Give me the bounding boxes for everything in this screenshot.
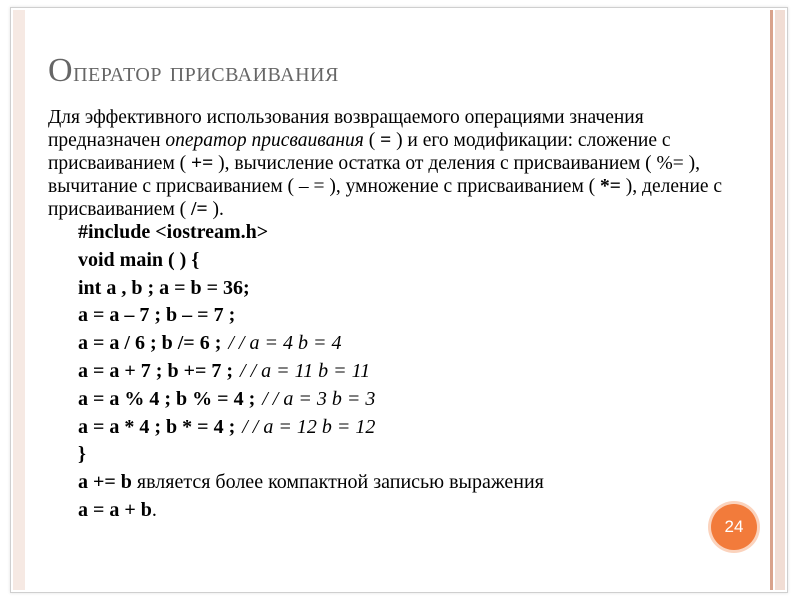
note-line-1 <box>78 469 544 497</box>
frame-left-bar <box>13 10 25 590</box>
intro-part-6: ). <box>207 199 224 220</box>
code-comment: / / a = 4 b = 4 <box>228 332 342 355</box>
code-text: } <box>78 443 86 466</box>
slide-title <box>48 52 339 90</box>
code-comment: / / a = 11 b = 11 <box>240 359 371 382</box>
code-line <box>78 330 544 358</box>
code-comment: / / a = 12 b = 12 <box>242 415 376 438</box>
title-first-letter: О <box>48 52 74 89</box>
note-line-2 <box>78 497 544 525</box>
op-assign: = <box>380 130 392 151</box>
intro-paragraph <box>48 106 753 221</box>
note-expr-2: a = a + b <box>78 498 152 521</box>
code-text: a = a / 6 ; b /= 6 ; <box>78 332 222 355</box>
code-text: #include <iostream.h> <box>78 221 269 243</box>
op-div-assign: /= <box>191 199 208 220</box>
intro-part-4: ), вычисление остатка от деления с присваиванием ( %= ), вычитание с присваиванием ( – = ), умножение с присваиванием ( <box>48 153 701 197</box>
code-text: a = a + 7 ; b += 7 ; <box>78 359 234 382</box>
note-text: является более компактной записью выражения <box>131 471 544 494</box>
code-text: a = a % 4 ; b % = 4 ; <box>78 387 256 410</box>
code-line <box>78 441 544 469</box>
frame-right-bar <box>775 10 785 590</box>
intro-part-2: ( <box>363 130 381 151</box>
code-text: a = a – 7 ; b – = 7 ; <box>78 304 236 327</box>
code-text: int a , b ; a = b = 36; <box>78 276 250 299</box>
code-line <box>78 386 544 414</box>
intro-part-3: ) и его модификации: сложение с присваиванием ( <box>48 130 671 174</box>
op-mul-assign: *= <box>600 176 621 197</box>
page-number-badge: 24 <box>711 504 757 550</box>
code-line <box>78 414 544 442</box>
code-comment: / / a = 3 b = 3 <box>262 387 376 410</box>
code-line <box>78 219 544 247</box>
title-rest: ператор присваивания <box>73 56 339 88</box>
code-text: a = a * 4 ; b * = 4 ; <box>78 415 236 438</box>
code-line <box>78 358 544 386</box>
frame-right-accent-line <box>770 10 773 590</box>
code-listing <box>78 219 544 525</box>
intro-part-1: Для эффективного использования возвращаемого операциями значения предназначен <box>48 107 644 151</box>
code-line <box>78 247 544 275</box>
intro-emphasis: оператор присваивания <box>165 130 364 151</box>
note-end: . <box>151 498 157 521</box>
code-text: void main ( ) { <box>78 248 200 271</box>
note-expr-1: a += b <box>78 471 132 494</box>
intro-part-5: ), деление с присваиванием ( <box>48 176 723 220</box>
code-line <box>78 302 544 330</box>
op-add-assign: += <box>191 153 214 174</box>
code-line <box>78 275 544 303</box>
